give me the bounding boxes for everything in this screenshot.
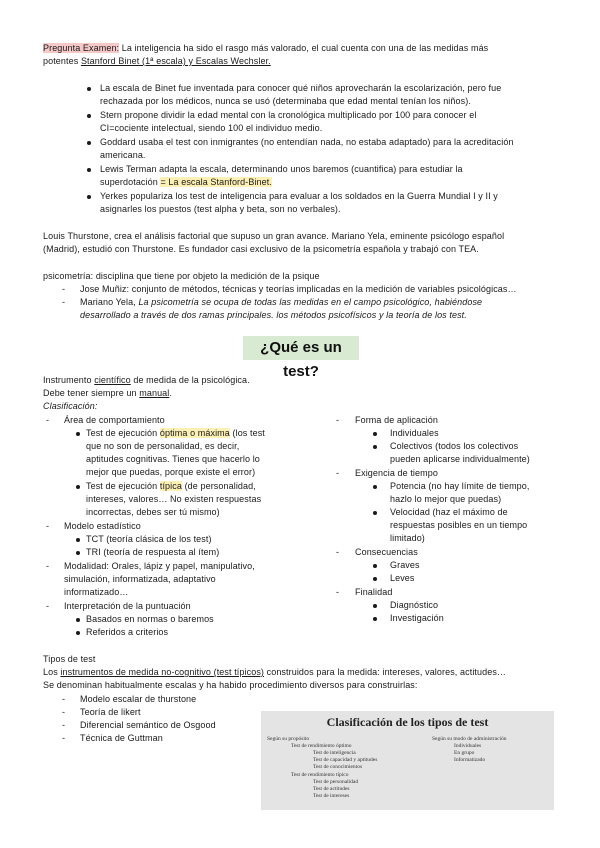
modalidad-line-2: simulación, informatizada, adaptativo (64, 574, 216, 584)
tct-item: TCT (teoría clásica de los test) (86, 534, 212, 544)
figure-item: Test de personalidad (313, 779, 359, 785)
superdotacion-text: superdotación (100, 177, 161, 187)
bullet-dot (87, 87, 91, 91)
figure-item: En grupo (454, 750, 475, 756)
definition-line-1 (43, 374, 250, 387)
history-bullet-cont: americana. (100, 150, 146, 160)
consecuencias-heading: Consecuencias (355, 547, 418, 557)
dash-bullet: - (62, 297, 65, 307)
history-bullet-cont: asignarles los puestos (test alpha y beta, son no verbales). (100, 204, 341, 214)
figure-right-heading: Según su modo de administración (432, 736, 507, 742)
exigencia-heading: Exigencia de tiempo (355, 468, 438, 478)
opt-text-end: (los test (229, 428, 265, 438)
tipos-text: Los (43, 667, 61, 677)
history-bullet: Stern propone dividir la edad mental con la cronológica multiplicado por 100 para conocer el (100, 110, 477, 120)
bullet-dot (87, 168, 91, 172)
def-period: . (169, 388, 172, 398)
criterios-item: Referidos a criterios (86, 627, 169, 637)
bullet-dot (76, 551, 80, 555)
dash-bullet: - (336, 468, 339, 478)
tipos-line-1 (43, 666, 506, 679)
figure-item: Test de capacidad y aptitudes (313, 757, 378, 763)
dash-bullet: - (46, 561, 49, 571)
tri-item: TRI (teoría de respuesta al ítem) (86, 547, 220, 557)
dash-bullet: - (46, 521, 49, 531)
history-bullet: Yerkes populariza los test de inteligencia para evaluar a los soldados en la Guerra Mundial I y II y (100, 191, 498, 201)
yela-name: Mariano Yela, (80, 297, 139, 307)
test-tipico-cont: incorrectas, debes ser tú mismo) (86, 507, 220, 517)
dash-bullet: - (62, 284, 65, 294)
bullet-dot (373, 604, 377, 608)
classification-figure (261, 711, 554, 810)
baremos-item: Basados en normas o baremos (86, 614, 214, 624)
test-optimo-cont: que no son de personalidad, es decir, (86, 441, 240, 451)
dash-bullet: - (62, 694, 65, 704)
finalidad-heading: Finalidad (355, 587, 393, 597)
intro-scales: Stanford Binet (1ª escala) y Escalas Wechsler. (80, 56, 271, 66)
figure-item: Test de rendimiento óptimo (291, 743, 352, 749)
escala-item: Diferencial semántico de Osgood (80, 720, 216, 730)
history-bullet-cont: rechazada por los médicos, nunca se usó (determinaba que edad mental tenían los niños). (100, 96, 471, 106)
modalidad-line-3: informatizado… (64, 587, 129, 597)
intro-line-1 (43, 42, 488, 55)
bullet-dot (76, 538, 80, 542)
yela-quote: La psicometría se ocupa de todas las medidas en el campo psicológico, habiéndose (138, 297, 483, 307)
opt-text: Test de ejecución (86, 428, 160, 438)
velocidad-item-cont: respuestas posibles en un tiempo (390, 520, 528, 530)
test-optimo-cont: aptitudes cognitivas. Tienes que hacerlo lo (86, 454, 260, 464)
bullet-dot (373, 511, 377, 515)
figure-item: Test de rendimiento típico (291, 772, 349, 778)
yela-quote-cont: desarrollado a través de dos ramas principales. los métodos psicofísicos y la teoría de los test. (80, 310, 467, 320)
tip-text-end: (de personalidad, (181, 481, 256, 491)
tipica-highlight: típica (159, 481, 182, 491)
investigacion-item: Investigación (390, 613, 444, 623)
exam-question-label: Pregunta Examen: (43, 43, 120, 53)
def-text: Debe tener siempre un (43, 388, 140, 398)
tipos-text-end: construidos para la medida: intereses, valores, actitudes… (264, 667, 507, 677)
bullet-dot (87, 141, 91, 145)
dash-bullet: - (336, 415, 339, 425)
bullet-dot (76, 485, 80, 489)
intro-line-2 (43, 55, 271, 68)
def-cientifico: científico (94, 375, 131, 385)
thurstone-line-2: (Madrid), estudió con Thurstone. Es fundador casi exclusivo de la psicometría española y trabajó con TEA. (43, 244, 479, 254)
diagnostico-item: Diagnóstico (390, 600, 439, 610)
colectivos-item: Colectivos (todos los colectivos (390, 441, 519, 451)
figure-item: Test de conocimientos (313, 764, 363, 770)
velocidad-item-cont: limitado) (390, 533, 425, 543)
area-heading: Área de comportamiento (64, 415, 165, 425)
bullet-dot (87, 195, 91, 199)
def-manual: manual (139, 388, 170, 398)
escala-item: Teoría de likert (80, 707, 141, 717)
forma-heading: Forma de aplicación (355, 415, 438, 425)
psicometria-definition: psicometría: disciplina que tiene por objeto la medición de la psique (43, 271, 320, 281)
thurstone-line-1: Louis Thurstone, crea el análisis factorial que supuso un gran avance. Mariano Yela, eminente psicólogo español (43, 231, 505, 241)
figure-item: Test de inteligencia (313, 750, 356, 756)
stanford-binet-highlight: = La escala Stanford-Binet. (160, 177, 272, 187)
test-optimo (86, 427, 265, 440)
figure-item: Test de intereses (313, 793, 350, 799)
bullet-dot (87, 114, 91, 118)
clasificacion-heading: Clasificación: (43, 401, 98, 411)
potencia-item: Potencia (no hay límite de tiempo, (390, 481, 530, 491)
bullet-dot (373, 432, 377, 436)
test-tipico-cont: intereses, valores… No existen respuestas (86, 494, 262, 504)
dash-bullet: - (336, 547, 339, 557)
dash-bullet: - (46, 601, 49, 611)
interpretacion-heading: Interpretación de la puntuación (64, 601, 191, 611)
test-optimo-cont: mejor que puedas, porque existe el error) (86, 467, 256, 477)
tipos-instrumentos: instrumentos de medida no-cognitivo (test típicos) (60, 667, 265, 677)
dash-bullet: - (62, 733, 65, 743)
bullet-dot (373, 485, 377, 489)
dash-bullet: - (62, 720, 65, 730)
individuales-item: Individuales (390, 428, 439, 438)
history-bullet: Lewis Terman adapta la escala, determinando unos baremos (cuantifica) para estudiar la (100, 164, 463, 174)
yela-definition (80, 296, 482, 309)
history-bullet-cont (100, 176, 272, 189)
graves-item: Graves (390, 560, 420, 570)
muniz-definition: Jose Muñiz: conjunto de métodos, técnicas y teorías implicadas en la medición de variables psicológicas… (80, 284, 517, 294)
dash-bullet: - (46, 415, 49, 425)
dash-bullet: - (336, 587, 339, 597)
modalidad-line-1: Modalidad: Orales, lápiz y papel, manipulativo, (64, 561, 255, 571)
figure-title: Clasificación de los tipos de test (326, 715, 489, 729)
section-title-box (243, 336, 359, 380)
definition-line-2 (43, 387, 172, 400)
bullet-dot (373, 617, 377, 621)
escala-item: Modelo escalar de thurstone (80, 694, 197, 704)
figure-item: Individuales (454, 743, 482, 749)
def-text: Instrumento (43, 375, 95, 385)
bullet-dot (76, 631, 80, 635)
colectivos-item-cont: pueden aplicarse individualmente) (390, 454, 530, 464)
def-text-end: de medida de la psicológica. (130, 375, 250, 385)
history-bullet: Goddard usaba el test con inmigrantes (no entendían nada, no estaba adaptado) para la acreditación (100, 137, 514, 147)
bullet-dot (76, 432, 80, 436)
velocidad-item: Velocidad (haz el máximo de (390, 507, 508, 517)
escala-item: Técnica de Guttman (80, 733, 163, 743)
bullet-dot (373, 564, 377, 568)
figure-left-heading: Según su propósito (267, 736, 310, 742)
bullet-dot (373, 577, 377, 581)
bullet-dot (76, 618, 80, 622)
figure-item: Test de actitudes (313, 786, 350, 792)
tip-text: Test de ejecución (86, 481, 160, 491)
bullet-dot (373, 445, 377, 449)
leves-item: Leves (390, 573, 415, 583)
section-title: ¿Qué es un test? (260, 339, 342, 380)
tipos-line-2: Se denominan habitualmente escalas y ha habido procedimiento diversos para construirlas: (43, 680, 418, 690)
modelo-heading: Modelo estadístico (64, 521, 141, 531)
figure-item: Informatizado (454, 757, 486, 763)
optima-highlight: óptima o máxima (159, 428, 230, 438)
history-bullet-cont: CI=cociente intelectual, siendo 100 el individuo medio. (100, 123, 323, 133)
test-tipico (86, 480, 256, 493)
intro-text-2: potentes (43, 56, 81, 66)
dash-bullet: - (62, 707, 65, 717)
intro-text: La inteligencia ha sido el rasgo más valorado, el cual cuenta con una de las medidas más (119, 43, 489, 53)
history-bullet: La escala de Binet fue inventada para conocer qué niños aprovecharán la escolarización, pero fue (100, 83, 502, 93)
tipos-heading: Tipos de test (43, 654, 96, 664)
potencia-item-cont: hazlo lo mejor que puedas) (390, 494, 502, 504)
